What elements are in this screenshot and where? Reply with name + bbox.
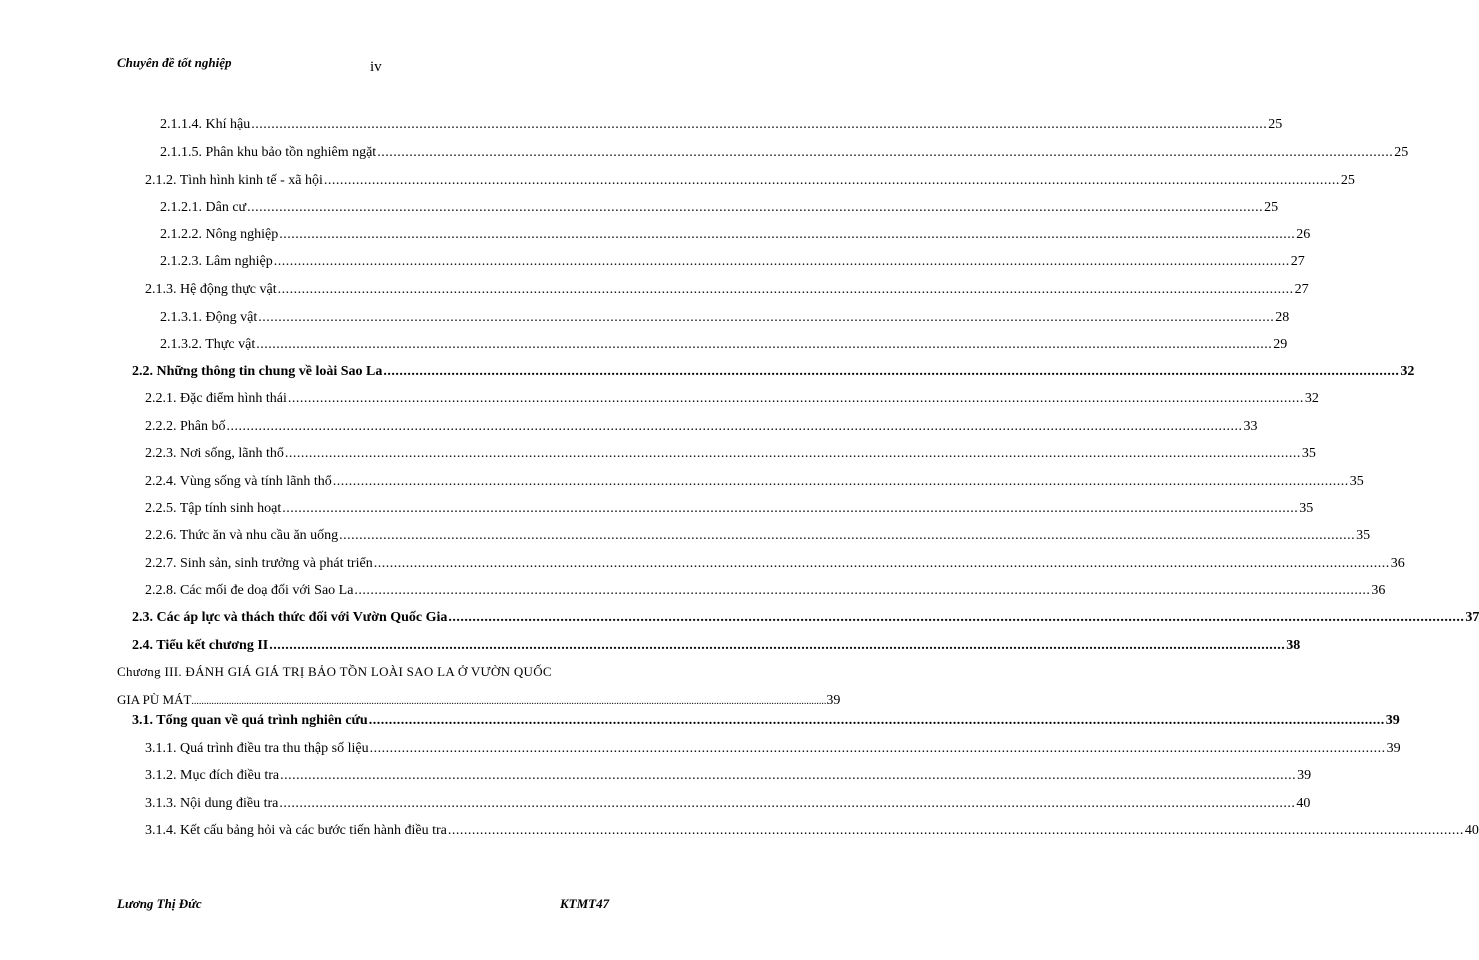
toc-label: 2.4. Tiểu kết chương II bbox=[132, 638, 269, 653]
toc-page: 37 bbox=[1465, 610, 1479, 625]
toc-page: 36 bbox=[1371, 583, 1386, 598]
toc-label: 3.1.2. Mục đích điều tra bbox=[145, 768, 280, 783]
toc-entry bbox=[132, 363, 1415, 381]
toc-entry bbox=[132, 712, 1400, 730]
toc-label: 2.2.6. Thức ăn và nhu cầu ăn uống bbox=[145, 528, 339, 543]
toc-entry bbox=[145, 473, 1364, 491]
toc-entry bbox=[160, 309, 1290, 327]
toc-page: 35 bbox=[1356, 528, 1371, 543]
toc-page: 39 bbox=[1297, 768, 1312, 783]
toc-leader: .............................................................................................................................................................................................................................................................. bbox=[332, 474, 1349, 489]
toc-label: 2.2.8. Các mối đe doạ đối với Sao La bbox=[145, 583, 354, 598]
toc-label: 2.2.4. Vùng sống và tính lãnh thổ bbox=[145, 474, 332, 489]
toc-entry bbox=[160, 144, 1409, 162]
toc-leader: .............................................................................................................................................................................................................................................................. bbox=[323, 173, 1340, 188]
toc-entry bbox=[145, 767, 1312, 785]
toc-page: 38 bbox=[1286, 638, 1301, 653]
toc-entry bbox=[145, 822, 1479, 840]
toc-page: 40 bbox=[1296, 796, 1311, 811]
toc-page: 27 bbox=[1294, 282, 1309, 297]
toc-leader: .............................................................................................................................................................................................................................................................. bbox=[279, 227, 1296, 242]
toc-page: 35 bbox=[1299, 501, 1314, 516]
toc-entry bbox=[160, 253, 1305, 271]
toc-page: 27 bbox=[1290, 254, 1305, 269]
toc-leader: .............................................................................................................................................................................................................................................................. bbox=[369, 741, 1386, 756]
toc-page: 25 bbox=[1268, 117, 1283, 132]
toc-entry bbox=[160, 336, 1288, 354]
toc-label: 3.1. Tổng quan về quá trình nghiên cứu bbox=[132, 713, 368, 728]
toc-label: 2.2.5. Tập tính sinh hoạt bbox=[145, 501, 282, 516]
toc-entry bbox=[160, 199, 1279, 217]
toc-page: 28 bbox=[1275, 310, 1290, 325]
toc-entry bbox=[145, 172, 1355, 190]
toc-label: 2.1.2.2. Nông nghiệp bbox=[160, 227, 279, 242]
chapter-title-line2 bbox=[117, 692, 841, 709]
toc-entry bbox=[145, 390, 1319, 408]
toc-leader: .............................................................................................................................................................................................................................................................. bbox=[247, 200, 1264, 215]
toc-page: 26 bbox=[1296, 227, 1311, 242]
toc-leader: .............................................................................................................................................................................................................................................................. bbox=[279, 796, 1296, 811]
toc-label: 2.1.3. Hệ động thực vật bbox=[145, 282, 277, 297]
toc-label: 2.2. Những thông tin chung về loài Sao La bbox=[132, 364, 383, 379]
toc-leader: .............................................................................................................................................................................................................................................................. bbox=[251, 117, 1268, 132]
toc-page: 25 bbox=[1340, 173, 1355, 188]
toc-label: 2.2.7. Sinh sản, sinh trưởng và phát triển bbox=[145, 556, 373, 571]
toc-leader: .............................................................................................................................................................................................................................................................. bbox=[377, 145, 1394, 160]
toc-label: 2.2.2. Phân bố bbox=[145, 419, 226, 434]
toc-label: 3.1.1. Quá trình điều tra thu thập số liệu bbox=[145, 741, 369, 756]
toc-leader: .............................................................................................................................................................................................................................................................. bbox=[273, 254, 1290, 269]
toc-label: 2.1.3.2. Thực vật bbox=[160, 337, 256, 352]
toc-leader: .............................................................................................................................................................................................................................................................. bbox=[447, 823, 1464, 838]
page-number: iv bbox=[370, 59, 382, 75]
toc-entry bbox=[132, 637, 1301, 655]
toc-leader: .............................................................................................................................................................................................................................................................. bbox=[354, 583, 1371, 598]
toc-leader: .............................................................................................................................................................................................................................................................. bbox=[368, 713, 1385, 728]
toc-label: 2.1.1.5. Phân khu bảo tồn nghiêm ngặt bbox=[160, 145, 377, 160]
toc-entry bbox=[145, 281, 1309, 299]
toc-leader: .............................................................................................................................................................................................................................................................. bbox=[226, 419, 1243, 434]
toc-label: 3.1.4. Kết cấu bảng hỏi và các bước tiến hành điều tra bbox=[145, 823, 447, 838]
footer-author: Lương Thị Đức bbox=[117, 896, 202, 911]
toc-label: 2.3. Các áp lực và thách thức đối với Vườn Quốc Gia bbox=[132, 610, 448, 625]
toc-leader: .............................................................................................................................................................................................................................................................. bbox=[191, 696, 827, 707]
toc-page: 40 bbox=[1464, 823, 1479, 838]
toc-label: 2.2.3. Nơi sống, lãnh thổ bbox=[145, 446, 284, 461]
toc-entry bbox=[145, 418, 1258, 436]
toc-entry bbox=[160, 116, 1283, 134]
toc-entry bbox=[145, 500, 1314, 518]
toc-page: 35 bbox=[1349, 474, 1364, 489]
toc-leader: .............................................................................................................................................................................................................................................................. bbox=[280, 768, 1297, 783]
toc-page: 33 bbox=[1243, 419, 1258, 434]
toc-label: 2.1.2.3. Lâm nghiệp bbox=[160, 254, 273, 269]
toc-leader: .............................................................................................................................................................................................................................................................. bbox=[269, 638, 1286, 653]
header-title: Chuyên đề tốt nghiệp bbox=[117, 55, 232, 70]
toc-leader: .............................................................................................................................................................................................................................................................. bbox=[339, 528, 1356, 543]
toc-page: 32 bbox=[1400, 364, 1415, 379]
toc-leader: .............................................................................................................................................................................................................................................................. bbox=[373, 556, 1390, 571]
toc-entry bbox=[160, 226, 1311, 244]
toc-page: 25 bbox=[1394, 145, 1409, 160]
toc-leader: .............................................................................................................................................................................................................................................................. bbox=[448, 610, 1465, 625]
toc-leader: .............................................................................................................................................................................................................................................................. bbox=[282, 501, 1299, 516]
toc-leader: .............................................................................................................................................................................................................................................................. bbox=[258, 310, 1275, 325]
toc-label: 2.1.2. Tình hình kinh tế - xã hội bbox=[145, 173, 323, 188]
toc-page: 39 bbox=[826, 693, 841, 708]
toc-leader: .............................................................................................................................................................................................................................................................. bbox=[287, 391, 1304, 406]
toc-page: 25 bbox=[1264, 200, 1279, 215]
toc-page: 36 bbox=[1390, 556, 1405, 571]
toc-entry bbox=[145, 740, 1401, 758]
toc-entry bbox=[145, 445, 1316, 463]
footer-class-code: KTMT47 bbox=[560, 896, 610, 911]
toc-label: 2.1.1.4. Khí hậu bbox=[160, 117, 251, 132]
toc-entry bbox=[145, 795, 1311, 813]
toc-entry bbox=[145, 582, 1386, 600]
toc-page: 35 bbox=[1301, 446, 1316, 461]
toc-label: 2.1.3.1. Động vật bbox=[160, 310, 258, 325]
toc-page: 29 bbox=[1273, 337, 1288, 352]
chapter-title-line2-text: GIA PÙ MÁT bbox=[117, 692, 192, 707]
toc-entry bbox=[145, 555, 1405, 573]
toc-label: 3.1.3. Nội dung điều tra bbox=[145, 796, 279, 811]
chapter-title-line1: Chương III. ĐÁNH GIÁ GIÁ TRỊ BẢO TỒN LOÀI SAO LA Ở VƯỜN QUỐC bbox=[117, 664, 552, 679]
toc-leader: .............................................................................................................................................................................................................................................................. bbox=[284, 446, 1301, 461]
toc-leader: .............................................................................................................................................................................................................................................................. bbox=[277, 282, 1294, 297]
toc-page: 32 bbox=[1304, 391, 1319, 406]
toc-leader: .............................................................................................................................................................................................................................................................. bbox=[383, 364, 1400, 379]
toc-entry bbox=[145, 527, 1371, 545]
toc-entry bbox=[132, 609, 1479, 627]
toc-label: 2.2.1. Đặc điểm hình thái bbox=[145, 391, 287, 406]
toc-leader: .............................................................................................................................................................................................................................................................. bbox=[256, 337, 1273, 352]
toc-page: 39 bbox=[1385, 713, 1400, 728]
toc-label: 2.1.2.1. Dân cư bbox=[160, 200, 247, 215]
toc-page: 39 bbox=[1386, 741, 1401, 756]
